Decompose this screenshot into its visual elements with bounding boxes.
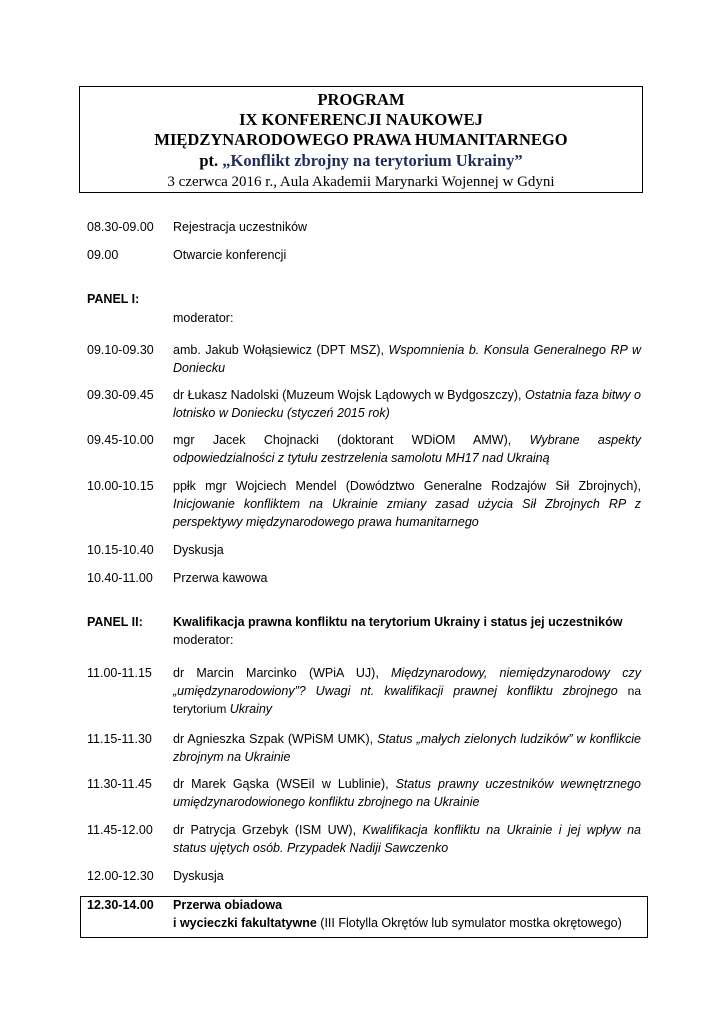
panel-title: Kwalifikacja prawna konfliktu na terytorium Ukrainy i status jej uczestników (173, 615, 623, 629)
time: 11.30-11.45 (87, 777, 152, 791)
talk (173, 431, 641, 467)
time: 08.30-09.00 (87, 220, 154, 234)
item-text: Rejestracja uczestników (173, 220, 308, 234)
lunch-text (173, 896, 641, 932)
header-box (79, 86, 643, 193)
speaker: dr Agnieszka Szpak (WPiSM UMK), (173, 732, 378, 746)
conference-title: IX KONFERENCJI NAUKOWEJ (239, 110, 483, 129)
talk-title: Kwalifikacja konfliktu na Ukrainie i jej wpływ na status ujętych osób. Przypadek Nadiji Sawczenko (173, 823, 641, 855)
speaker: dr Patrycja Grzebyk (ISM UW), (173, 823, 363, 837)
time: 11.15-11.30 (87, 732, 152, 746)
talk-title: Międzynarodowy, niemiędzynarodowy czy „umiędzynarodowiony”? Uwagi nt. kwalifikacji prawnej konfliktu zbrojnego (173, 666, 641, 698)
talk-title: Inicjowanie konfliktem na Ukrainie zmiany zasad użycia Sił Zbrojnych RP z perspektywy międzynarodowego prawa humanitarnego (173, 497, 641, 529)
panel-label: PANEL I: (87, 292, 140, 306)
lunch-line2-rest: (III Flotylla Okrętów lub symulator mostka okrętowego) (316, 916, 622, 930)
talk-title-tail: na terytorium (173, 684, 641, 716)
speaker: amb. Jakub Wołąsiewicz (DPT MSZ), (173, 343, 389, 357)
program-title: PROGRAM (317, 90, 405, 109)
talk (173, 341, 641, 377)
time: 12.00-12.30 (87, 869, 154, 883)
moderator-label: moderator: (173, 633, 234, 647)
time: 10.00-10.15 (87, 479, 154, 493)
lunch-line1: Przerwa obiadowa (173, 898, 283, 912)
talk (173, 730, 641, 766)
item-text: Dyskusja (173, 543, 224, 557)
talk (173, 821, 641, 857)
speaker: dr Marek Gąska (WSEiI w Lublinie), (173, 777, 396, 791)
lunch-line2-bold: i wycieczki fakultatywne (173, 916, 317, 930)
item-text: Otwarcie konferencji (173, 248, 287, 262)
talk-title: Status prawny uczestników wewnętrznego umiędzynarodowionego konfliktu zbrojnego na Ukrainie (173, 777, 642, 809)
time: 09.10-09.30 (87, 343, 154, 357)
theme-prefix: pt. (199, 151, 223, 170)
talk-title: Ostatnia faza bitwy o lotnisko w Doniecku (styczeń 2015 rok) (173, 388, 642, 420)
speaker: dr Łukasz Nadolski (Muzeum Wojsk Lądowych w Bydgoszczy), (173, 388, 525, 402)
panel-label: PANEL II: (87, 615, 143, 629)
speaker: dr Marcin Marcinko (WPiA UJ), (173, 666, 392, 680)
talk (173, 664, 641, 718)
time: 10.15-10.40 (87, 543, 154, 557)
talk-title: Wybrane aspekty odpowiedzialności z tytułu zestrzelenia samolotu MH17 nad Ukrainą (173, 433, 641, 465)
talk (173, 386, 641, 422)
item-text: Dyskusja (173, 869, 224, 883)
time: 11.00-11.15 (87, 666, 152, 680)
talk (173, 477, 641, 531)
moderator-label: moderator: (173, 311, 234, 325)
theme-title: „Konflikt zbrojny na terytorium Ukrainy” (222, 151, 523, 170)
item-text: Przerwa kawowa (173, 571, 268, 585)
time: 09.30-09.45 (87, 388, 154, 402)
talk-title: Wspomnienia b. Konsula Generalnego RP w Doniecku (173, 343, 641, 375)
time: 12.30-14.00 (87, 898, 154, 912)
time: 11.45-12.00 (87, 823, 153, 837)
talk-title-tail-italic: Ukrainy (229, 702, 273, 716)
talk-title: Status „małych zielonych ludzików” w konflikcie zbrojnym na Ukrainie (173, 732, 641, 764)
time: 09.45-10.00 (87, 433, 154, 447)
time: 09.00 (87, 248, 119, 262)
talk (173, 775, 641, 811)
time: 10.40-11.00 (87, 571, 153, 585)
speaker: ppłk mgr Wojciech Mendel (Dowództwo Generalne Rodzajów Sił Zbrojnych), (173, 479, 641, 493)
conference-theme (80, 151, 642, 171)
date-venue: 3 czerwca 2016 r., Aula Akademii Marynarki Wojennej w Gdyni (167, 174, 555, 190)
conference-subtitle: MIĘDZYNARODOWEGO PRAWA HUMANITARNEGO (154, 130, 568, 149)
speaker: mgr Jacek Chojnacki (doktorant WDiOM AMW), (173, 433, 530, 447)
